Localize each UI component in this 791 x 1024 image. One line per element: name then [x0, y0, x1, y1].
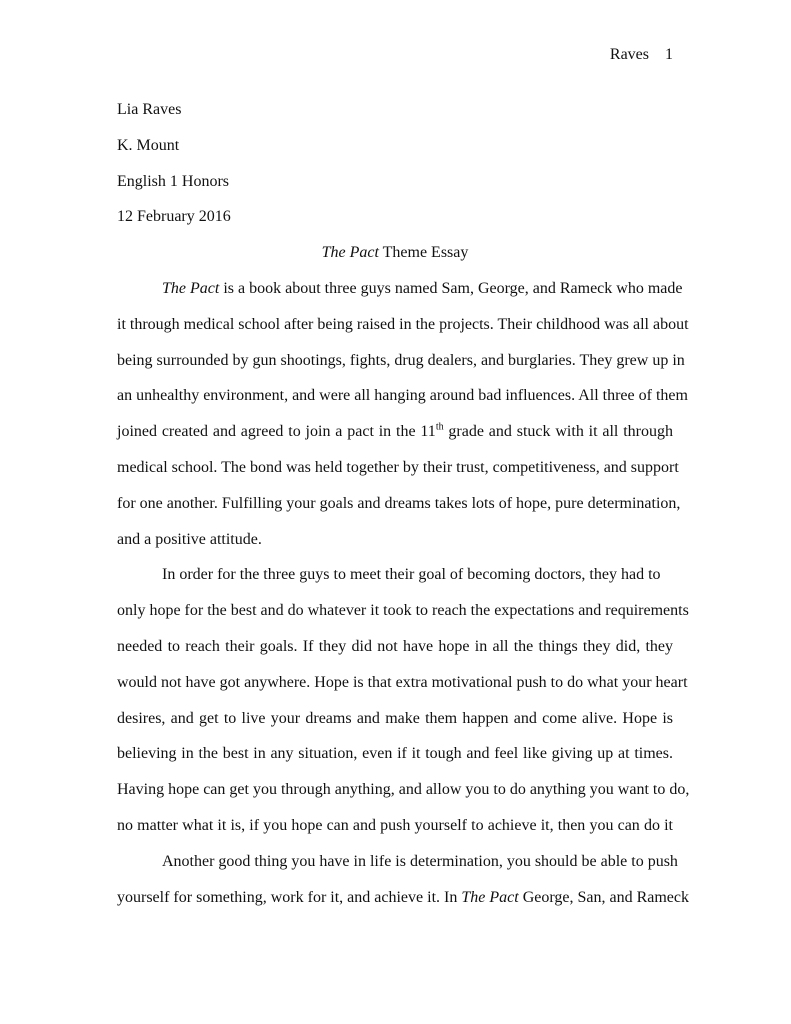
paragraph-line: needed to reach their goals. If they did not have hope in all the things they did, they [117, 637, 673, 655]
paragraph-line: an unhealthy environment, and were all hanging around bad influences. All three of them [117, 387, 688, 405]
paragraph-line [117, 271, 683, 307]
paragraph-line: desires, and get to live your dreams and make them happen and come alive. Hope is [117, 709, 673, 727]
paragraph-line: and a positive attitude. [117, 530, 262, 548]
paragraph-line: only hope for the best and do whatever it took to reach the expectations and requirements [117, 602, 689, 620]
paragraph-line: believing in the best in any situation, even if it tough and feel like giving up at times. [117, 745, 673, 763]
page-number: 1 [665, 46, 673, 63]
teacher-name: K. Mount [117, 136, 180, 154]
line-text: George, San, and Rameck [518, 888, 690, 906]
title-rest: Theme Essay [378, 244, 469, 262]
paragraph-line: it through medical school after being raised in the projects. Their childhood was all about [117, 315, 689, 333]
paragraph-line: In order for the three guys to meet their goal of becoming doctors, they had to [162, 566, 661, 584]
running-header [610, 45, 673, 65]
essay-title [117, 235, 673, 271]
paragraph-line: would not have got anywhere. Hope is that extra motivational push to do what your heart [117, 673, 688, 691]
essay-body [117, 92, 690, 915]
paragraph-line: Having hope can get you through anything, and allow you to do anything you want to do, [117, 781, 690, 799]
line-text: is a book about three guys named Sam, George, and Rameck who made [219, 279, 683, 297]
line-text: yourself for something, work for it, and achieve it. In [117, 888, 462, 906]
title-book-name: The Pact [321, 244, 379, 262]
course-name: English 1 Honors [117, 172, 229, 190]
line-text: grade and stuck with it all through [443, 423, 673, 441]
paragraph-1 [117, 271, 689, 557]
paragraph-line: medical school. The bond was held together by their trust, competitiveness, and support [117, 458, 679, 476]
book-title-italic: The Pact [461, 888, 519, 906]
student-name: Lia Raves [117, 101, 182, 118]
paragraph-3 [117, 844, 690, 916]
line-text: joined created and agreed to join a pact in the 11 [117, 423, 436, 441]
essay-date: 12 February 2016 [117, 208, 231, 226]
paragraph-line: Another good thing you have in life is determination, you should be able to push [162, 852, 678, 870]
paragraph-line [117, 414, 673, 450]
paragraph-line [117, 880, 690, 916]
header-surname: Raves [609, 46, 649, 63]
paragraph-line: being surrounded by gun shootings, fights, drug dealers, and burglaries. They grew up in [117, 351, 685, 369]
paragraph-2 [117, 557, 690, 843]
ordinal-superscript: th [435, 421, 444, 433]
paragraph-line: for one another. Fulfilling your goals and dreams takes lots of hope, pure determination, [117, 494, 681, 512]
book-title-italic: The Pact [162, 279, 220, 297]
paragraph-line: no matter what it is, if you hope can and push yourself to achieve it, then you can do it [117, 816, 673, 834]
